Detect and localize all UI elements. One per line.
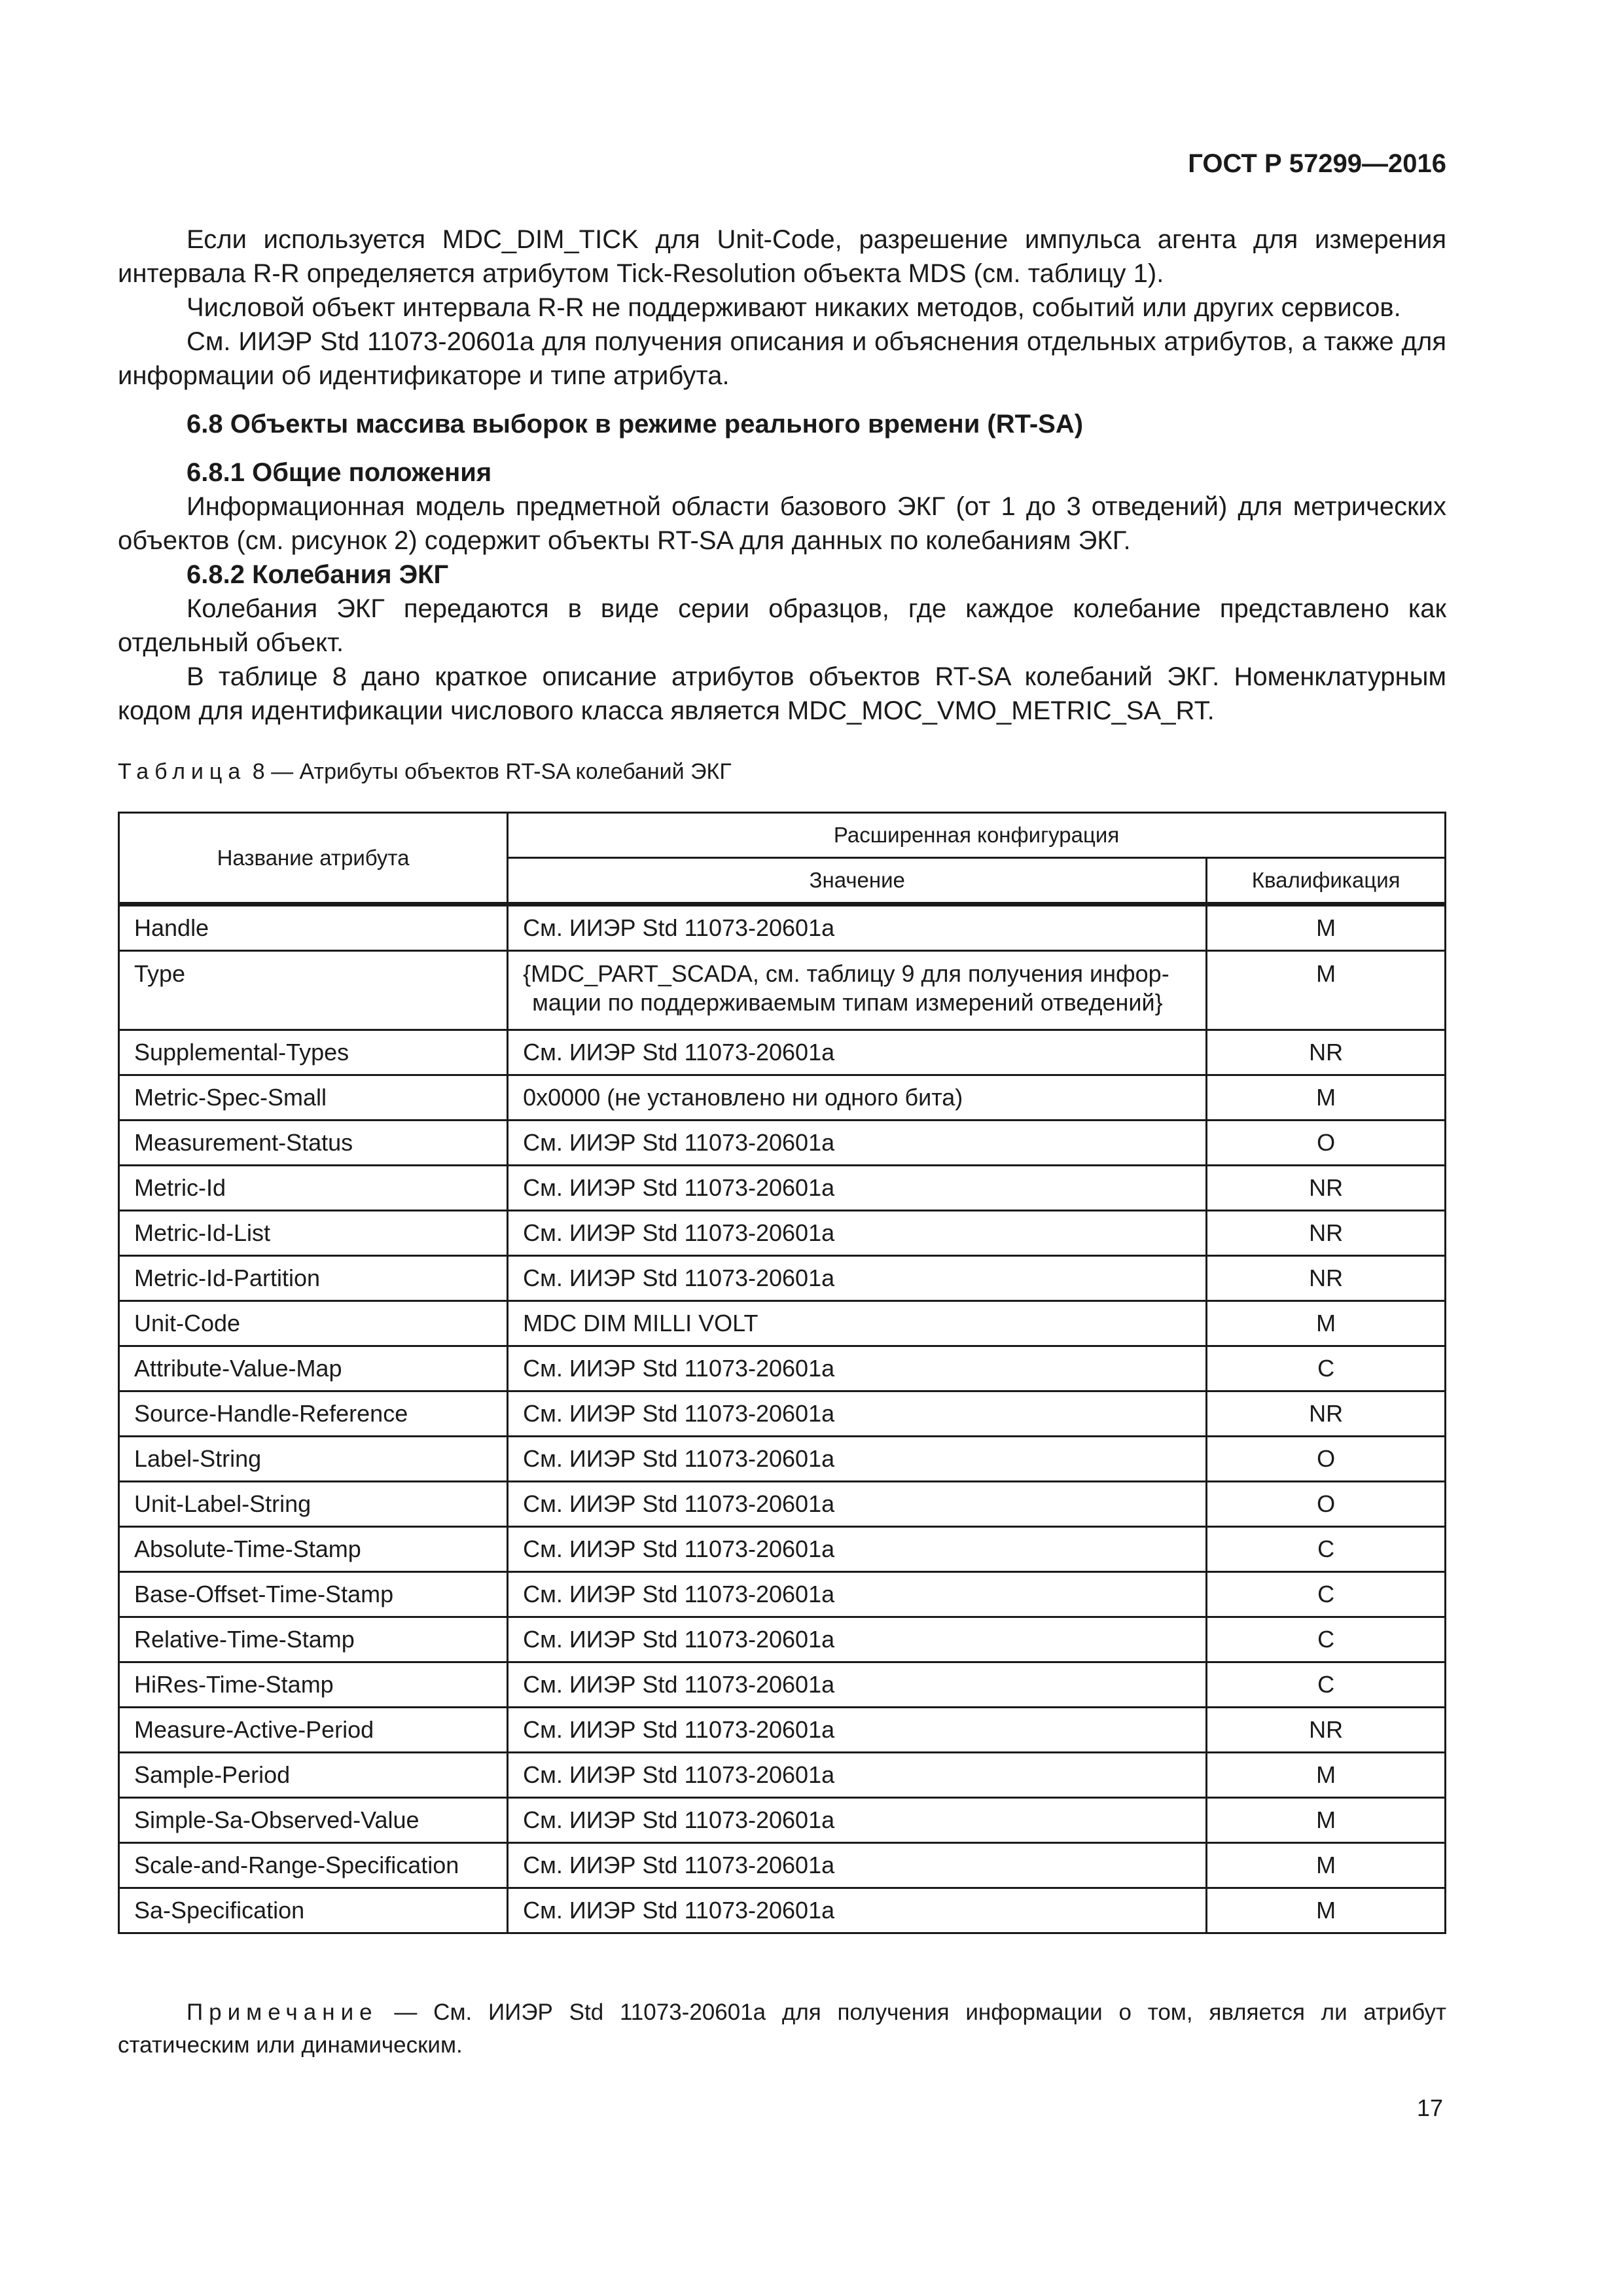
- attribute-name: HiRes-Time-Stamp: [119, 1662, 508, 1708]
- attribute-value: См. ИИЭР Std 11073-20601а: [508, 1708, 1207, 1753]
- table-caption: [118, 759, 732, 785]
- column-header-attribute-name: Название атрибута: [119, 813, 508, 905]
- table-row: [119, 1346, 1446, 1391]
- attribute-name: Measurement-Status: [119, 1121, 508, 1166]
- attribute-value: См. ИИЭР Std 11073-20601а: [508, 1617, 1207, 1662]
- attribute-qualification: M: [1207, 1843, 1446, 1888]
- attribute-qualification: NR: [1207, 1391, 1446, 1437]
- table-row: [119, 905, 1446, 951]
- note-label: Примечание: [187, 2000, 378, 2025]
- attribute-value: См. ИИЭР Std 11073-20601а: [508, 1753, 1207, 1798]
- attribute-name: Attribute-Value-Map: [119, 1346, 508, 1391]
- attribute-qualification: O: [1207, 1121, 1446, 1166]
- attribute-value: См. ИИЭР Std 11073-20601а: [508, 1527, 1207, 1572]
- attribute-value: См. ИИЭР Std 11073-20601а: [508, 1888, 1207, 1933]
- table-row: [119, 1662, 1446, 1708]
- attribute-value: См. ИИЭР Std 11073-20601а: [508, 1798, 1207, 1843]
- table-row: [119, 1437, 1446, 1482]
- attribute-value: См. ИИЭР Std 11073-20601а: [508, 1211, 1207, 1256]
- table-row: [119, 1888, 1446, 1933]
- table-row: [119, 1617, 1446, 1662]
- attribute-value: [508, 951, 1207, 1030]
- attribute-name: Unit-Code: [119, 1301, 508, 1346]
- attribute-value: См. ИИЭР Std 11073-20601а: [508, 1391, 1207, 1437]
- table-row: [119, 1075, 1446, 1121]
- table-row: [119, 1482, 1446, 1527]
- table-note: [118, 1996, 1446, 2062]
- attribute-qualification: C: [1207, 1662, 1446, 1708]
- table-caption-text: 8 — Атрибуты объектов RT-SA колебаний ЭКГ: [246, 759, 732, 784]
- attribute-name: Metric-Id-List: [119, 1211, 508, 1256]
- attribute-qualification: C: [1207, 1617, 1446, 1662]
- attribute-qualification: M: [1207, 1888, 1446, 1933]
- column-header-value: Значение: [508, 858, 1207, 905]
- heading-6-8-1: 6.8.1 Общие положения: [187, 458, 492, 487]
- table-row: [119, 1391, 1446, 1437]
- attribute-name: Relative-Time-Stamp: [119, 1617, 508, 1662]
- attribute-name: Absolute-Time-Stamp: [119, 1527, 508, 1572]
- heading-6-8: 6.8 Объекты массива выборок в режиме реального времени (RT-SA): [187, 410, 1084, 439]
- paragraph-waveforms: Колебания ЭКГ передаются в виде серии образцов, где каждое колебание представлено как отдельный объект.: [118, 594, 1446, 657]
- attribute-value: См. ИИЭР Std 11073-20601а: [508, 1346, 1207, 1391]
- attribute-value-line-2: мации по поддерживаемым типам измерений отведений}: [532, 989, 1163, 1016]
- table-row: [119, 1572, 1446, 1617]
- table-row: [119, 1843, 1446, 1888]
- attribute-value: MDC DIM MILLI VOLT: [508, 1301, 1207, 1346]
- attribute-qualification: M: [1207, 1075, 1446, 1121]
- attribute-name: Scale-and-Range-Specification: [119, 1843, 508, 1888]
- paragraph-see-ieee: См. ИИЭР Std 11073-20601а для получения описания и объяснения отдельных атрибутов, а также для информации об идентификаторе и типе атрибута.: [118, 327, 1446, 390]
- attribute-qualification: C: [1207, 1346, 1446, 1391]
- attribute-name: Base-Offset-Time-Stamp: [119, 1572, 508, 1617]
- paragraph-tick: Если используется MDC_DIM_TICK для Unit-Code, разрешение импульса агента для измерения интервала R-R определяется атрибутом Tick-Resolution объекта MDS (см. таблицу 1).: [118, 225, 1446, 288]
- attribute-value: См. ИИЭР Std 11073-20601а: [508, 1662, 1207, 1708]
- attribute-name: Metric-Id: [119, 1166, 508, 1211]
- attribute-qualification: M: [1207, 1301, 1446, 1346]
- document-standard-id: ГОСТ Р 57299—2016: [1188, 149, 1446, 178]
- attribute-value: См. ИИЭР Std 11073-20601а: [508, 1166, 1207, 1211]
- table-row: [119, 1753, 1446, 1798]
- note-text: — См. ИИЭР Std 11073-20601а для получения информации о том, является ли атрибут статическим или динамическим.: [118, 2000, 1446, 2058]
- attribute-qualification: C: [1207, 1572, 1446, 1617]
- attribute-value-line-1: {MDC_PART_SCADA, см. таблицу 9 для получения инфор-: [523, 960, 1169, 987]
- table-row: [119, 1121, 1446, 1166]
- attribute-value: См. ИИЭР Std 11073-20601а: [508, 905, 1207, 951]
- table-row: [119, 1030, 1446, 1075]
- table-row: [119, 1708, 1446, 1753]
- attribute-value: См. ИИЭР Std 11073-20601а: [508, 1030, 1207, 1075]
- attribute-qualification: NR: [1207, 1708, 1446, 1753]
- attribute-qualification: NR: [1207, 1256, 1446, 1301]
- body-text: [118, 223, 1446, 728]
- attribute-qualification: O: [1207, 1437, 1446, 1482]
- attribute-name: Sa-Specification: [119, 1888, 508, 1933]
- attribute-name: Handle: [119, 905, 508, 951]
- paragraph-no-methods: Числовой объект интервала R-R не поддерживают никаких методов, событий или других сервисов.: [187, 293, 1401, 322]
- attribute-name: Type: [119, 951, 508, 1030]
- heading-6-8-2: 6.8.2 Колебания ЭКГ: [187, 560, 449, 589]
- attribute-value: См. ИИЭР Std 11073-20601а: [508, 1256, 1207, 1301]
- paragraph-table-8-intro: В таблице 8 дано краткое описание атрибутов объектов RT-SA колебаний ЭКГ. Номенклатурным кодом для идентификации числового класса является MDC_MOC_VMO_METRIC_SA_RT.: [118, 662, 1446, 725]
- table-row: [119, 1527, 1446, 1572]
- attribute-value: См. ИИЭР Std 11073-20601а: [508, 1572, 1207, 1617]
- attributes-table: [118, 812, 1446, 1934]
- table-caption-word: Таблица: [118, 759, 247, 784]
- attribute-value: См. ИИЭР Std 11073-20601а: [508, 1121, 1207, 1166]
- attribute-name: Sample-Period: [119, 1753, 508, 1798]
- attribute-name: Unit-Label-String: [119, 1482, 508, 1527]
- column-header-extended-config: Расширенная конфигурация: [508, 813, 1446, 858]
- table-row: [119, 1798, 1446, 1843]
- attribute-name: Label-String: [119, 1437, 508, 1482]
- table-row: [119, 1211, 1446, 1256]
- column-header-qualification: Квалификация: [1207, 858, 1446, 905]
- attribute-name: Source-Handle-Reference: [119, 1391, 508, 1437]
- table-row: [119, 1256, 1446, 1301]
- attribute-qualification: M: [1207, 1798, 1446, 1843]
- attribute-qualification: NR: [1207, 1211, 1446, 1256]
- attribute-name: Metric-Id-Partition: [119, 1256, 508, 1301]
- attribute-qualification: M: [1207, 951, 1446, 1030]
- attribute-name: Metric-Spec-Small: [119, 1075, 508, 1121]
- attribute-qualification: M: [1207, 1753, 1446, 1798]
- attribute-value: См. ИИЭР Std 11073-20601а: [508, 1437, 1207, 1482]
- attribute-qualification: O: [1207, 1482, 1446, 1527]
- attribute-name: Measure-Active-Period: [119, 1708, 508, 1753]
- page-number: 17: [1416, 2094, 1443, 2121]
- attribute-qualification: NR: [1207, 1166, 1446, 1211]
- attribute-value: См. ИИЭР Std 11073-20601а: [508, 1843, 1207, 1888]
- table-row: [119, 1166, 1446, 1211]
- attribute-name: Supplemental-Types: [119, 1030, 508, 1075]
- table-row: [119, 951, 1446, 1030]
- paragraph-info-model: Информационная модель предметной области базового ЭКГ (от 1 до 3 отведений) для метрических объектов (см. рисунок 2) содержит объекты RT-SA для данных по колебаниям ЭКГ.: [118, 492, 1446, 555]
- attribute-name: Simple-Sa-Observed-Value: [119, 1798, 508, 1843]
- attribute-qualification: NR: [1207, 1030, 1446, 1075]
- attribute-value: См. ИИЭР Std 11073-20601а: [508, 1482, 1207, 1527]
- attribute-qualification: M: [1207, 905, 1446, 951]
- attribute-qualification: C: [1207, 1527, 1446, 1572]
- table-row: [119, 1301, 1446, 1346]
- attribute-value: 0x0000 (не установлено ни одного бита): [508, 1075, 1207, 1121]
